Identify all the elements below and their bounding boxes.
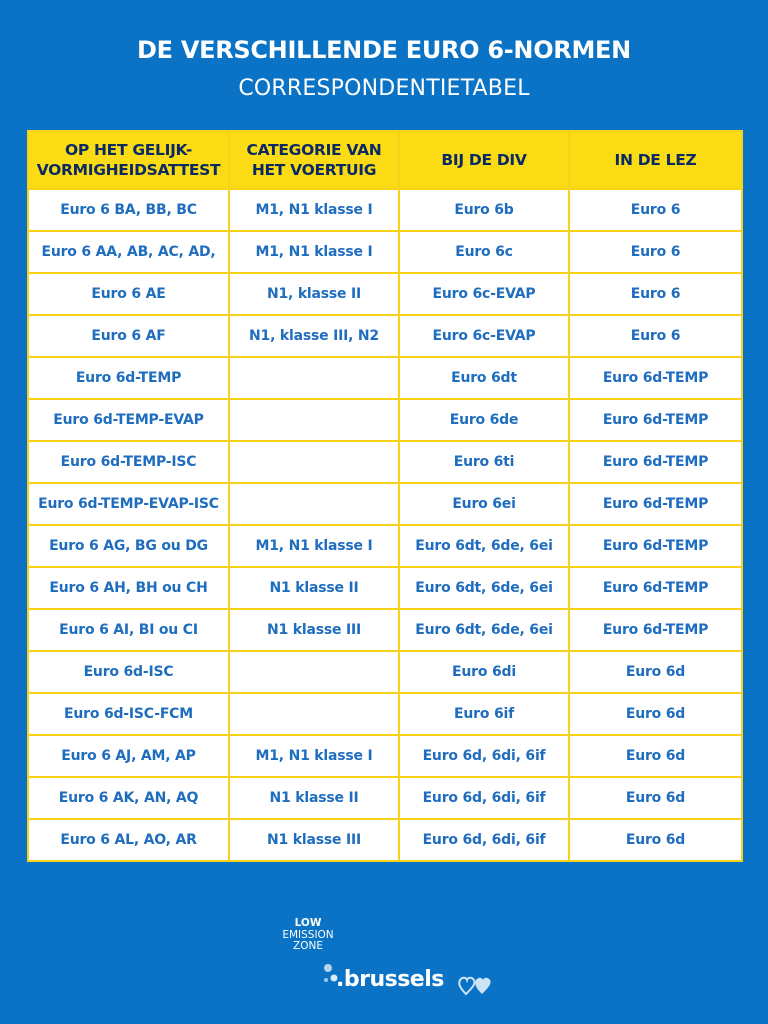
cell-lez: Euro 6d-TEMP <box>569 441 742 483</box>
cell-category <box>229 651 399 693</box>
cell-div: Euro 6ti <box>399 441 569 483</box>
cell-lez: Euro 6d <box>569 819 742 861</box>
table-row <box>28 525 742 567</box>
cell-lez: Euro 6d <box>569 735 742 777</box>
logo-line-low: LOW <box>294 917 322 929</box>
cell-div: Euro 6di <box>399 651 569 693</box>
page-subtitle: CORRESPONDENTIETABEL <box>238 76 530 101</box>
table-row <box>28 189 742 231</box>
cell-attest: Euro 6 AK, AN, AQ <box>28 777 229 819</box>
cell-div: Euro 6d, 6di, 6if <box>399 735 569 777</box>
table-header-row <box>28 131 742 189</box>
cell-category: N1 klasse II <box>229 777 399 819</box>
table-row <box>28 273 742 315</box>
header-attest <box>28 131 229 189</box>
cell-attest: Euro 6 AJ, AM, AP <box>28 735 229 777</box>
logo-line-emission: EMISSION <box>282 928 334 941</box>
cell-category: M1, N1 klasse I <box>229 525 399 567</box>
hearts-icon <box>458 974 492 996</box>
cell-attest: Euro 6d-TEMP <box>28 357 229 399</box>
page-title: DE VERSCHILLENDE EURO 6-NORMEN <box>137 36 631 64</box>
header-category-line2: HET VOERTUIG <box>251 161 377 179</box>
header-attest-line1: OP HET GELIJK- <box>64 141 193 159</box>
header-div-label: BIJ DE DIV <box>441 151 527 169</box>
cell-attest: Euro 6 AG, BG ou DG <box>28 525 229 567</box>
cell-attest: Euro 6 BA, BB, BC <box>28 189 229 231</box>
cell-attest: Euro 6d-ISC <box>28 651 229 693</box>
cell-attest: Euro 6d-TEMP-EVAP-ISC <box>28 483 229 525</box>
table-row <box>28 735 742 777</box>
brussels-brand: .brussels <box>336 967 444 992</box>
header-lez <box>569 131 742 189</box>
table-row <box>28 693 742 735</box>
header-attest-line2: VORMIGHEIDSATTEST <box>36 161 221 179</box>
cell-div: Euro 6c <box>399 231 569 273</box>
cell-div: Euro 6dt, 6de, 6ei <box>399 609 569 651</box>
cell-lez: Euro 6d <box>569 693 742 735</box>
cell-lez: Euro 6d-TEMP <box>569 609 742 651</box>
table-row <box>28 567 742 609</box>
cell-category <box>229 399 399 441</box>
table-row <box>28 777 742 819</box>
correspondence-table <box>27 130 743 862</box>
table-row <box>28 483 742 525</box>
cell-lez: Euro 6 <box>569 273 742 315</box>
lez-brussels-logo <box>262 918 502 998</box>
cell-category <box>229 693 399 735</box>
table-row <box>28 399 742 441</box>
lez-wordmark <box>276 918 340 953</box>
cell-lez: Euro 6d-TEMP <box>569 483 742 525</box>
header-div <box>399 131 569 189</box>
table-row <box>28 609 742 651</box>
cell-category: M1, N1 klasse I <box>229 189 399 231</box>
cell-category: M1, N1 klasse I <box>229 231 399 273</box>
table-row <box>28 651 742 693</box>
cell-attest: Euro 6d-TEMP-EVAP <box>28 399 229 441</box>
cell-category: N1, klasse III, N2 <box>229 315 399 357</box>
cell-div: Euro 6de <box>399 399 569 441</box>
cell-lez: Euro 6 <box>569 315 742 357</box>
cell-div: Euro 6c-EVAP <box>399 273 569 315</box>
header-category-line1: CATEGORIE VAN <box>246 141 382 159</box>
cell-attest: Euro 6 AE <box>28 273 229 315</box>
cell-div: Euro 6ei <box>399 483 569 525</box>
cell-div: Euro 6d, 6di, 6if <box>399 819 569 861</box>
table-body <box>28 189 742 861</box>
cell-category: N1 klasse III <box>229 609 399 651</box>
cell-attest: Euro 6d-ISC-FCM <box>28 693 229 735</box>
table-row <box>28 441 742 483</box>
cell-attest: Euro 6d-TEMP-ISC <box>28 441 229 483</box>
cell-lez: Euro 6d <box>569 651 742 693</box>
cell-attest: Euro 6 AF <box>28 315 229 357</box>
cell-attest: Euro 6 AA, AB, AC, AD, <box>28 231 229 273</box>
cell-lez: Euro 6d-TEMP <box>569 567 742 609</box>
cell-category <box>229 441 399 483</box>
cell-div: Euro 6c-EVAP <box>399 315 569 357</box>
cell-lez: Euro 6d-TEMP <box>569 525 742 567</box>
cell-div: Euro 6dt, 6de, 6ei <box>399 567 569 609</box>
cell-attest: Euro 6 AH, BH ou CH <box>28 567 229 609</box>
cell-div: Euro 6if <box>399 693 569 735</box>
cell-lez: Euro 6d-TEMP <box>569 399 742 441</box>
cell-div: Euro 6b <box>399 189 569 231</box>
cell-lez: Euro 6 <box>569 189 742 231</box>
cell-category: N1, klasse II <box>229 273 399 315</box>
cell-attest: Euro 6 AI, BI ou CI <box>28 609 229 651</box>
cell-attest: Euro 6 AL, AO, AR <box>28 819 229 861</box>
cell-lez: Euro 6 <box>569 231 742 273</box>
cell-lez: Euro 6d <box>569 777 742 819</box>
table-row <box>28 819 742 861</box>
logo-line-zone: ZONE <box>293 940 323 952</box>
header-category <box>229 131 399 189</box>
table-row <box>28 357 742 399</box>
cell-lez: Euro 6d-TEMP <box>569 357 742 399</box>
cell-category: N1 klasse II <box>229 567 399 609</box>
cell-category: N1 klasse III <box>229 819 399 861</box>
cell-category <box>229 357 399 399</box>
table-row <box>28 231 742 273</box>
header-lez-label: IN DE LEZ <box>614 151 697 169</box>
cell-div: Euro 6dt, 6de, 6ei <box>399 525 569 567</box>
table-row <box>28 315 742 357</box>
cell-category <box>229 483 399 525</box>
cell-div: Euro 6d, 6di, 6if <box>399 777 569 819</box>
cell-div: Euro 6dt <box>399 357 569 399</box>
cell-category: M1, N1 klasse I <box>229 735 399 777</box>
